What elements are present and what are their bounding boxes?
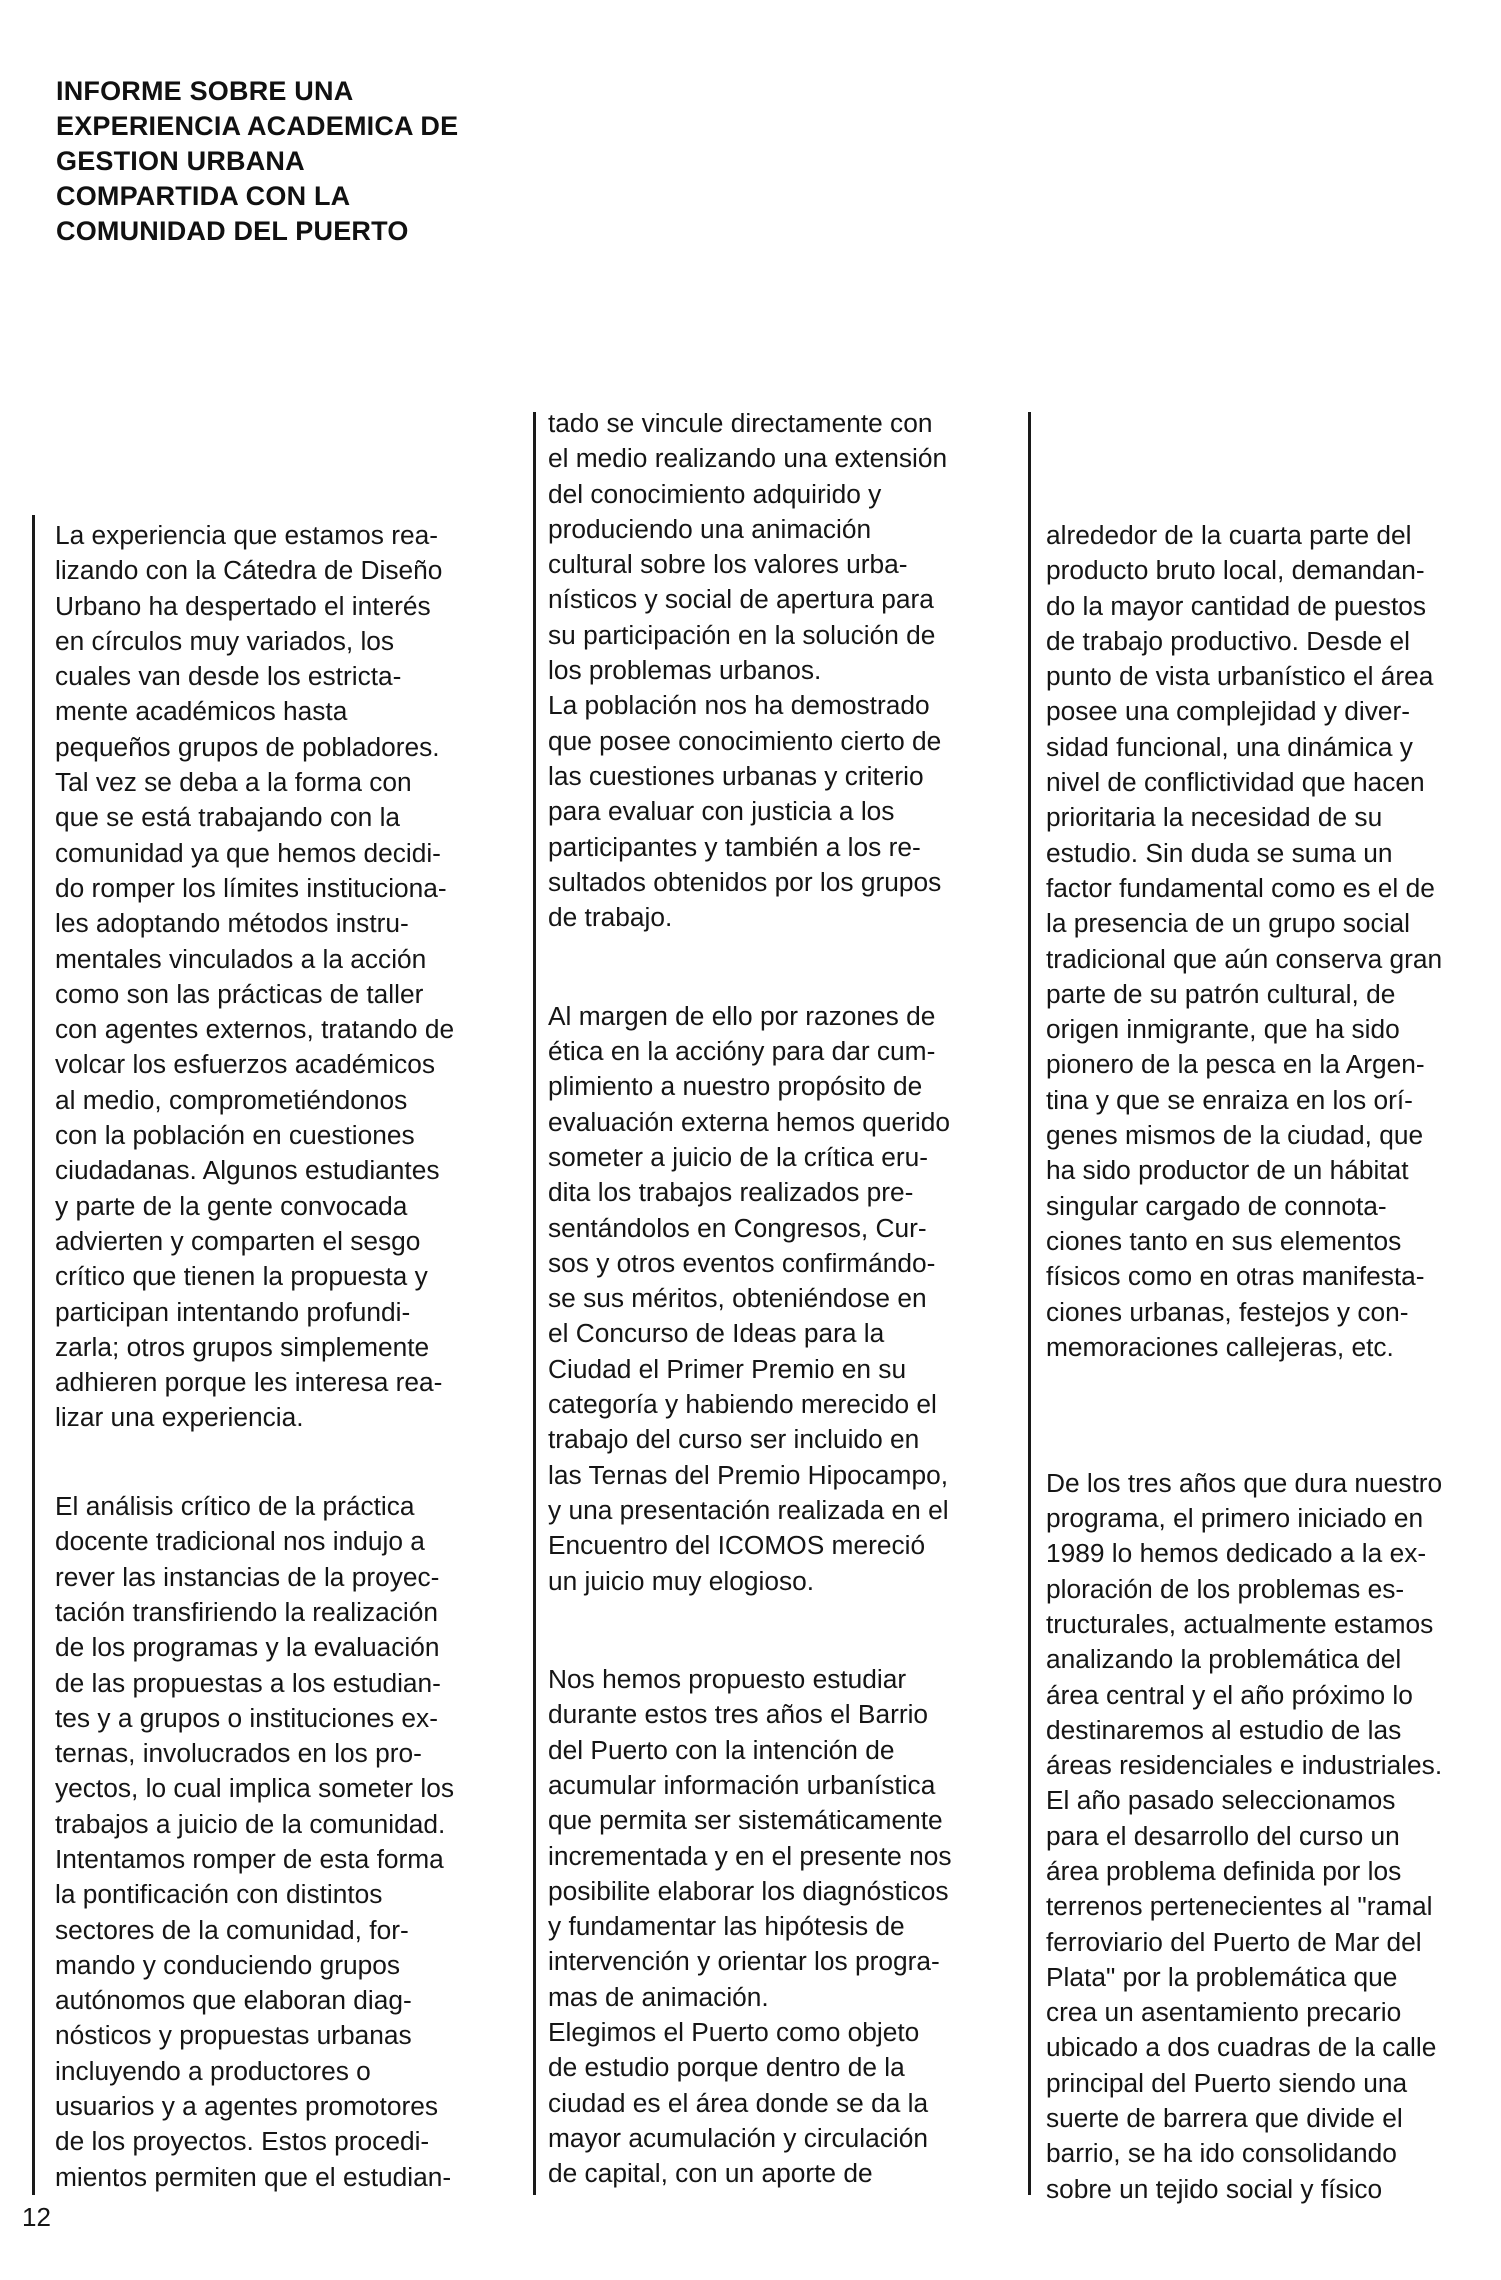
text-line: factor fundamental como es el de [1046, 872, 1435, 903]
column-rule-left [32, 515, 35, 2195]
text-line: analizando la problemática del [1046, 1644, 1402, 1675]
text-line: las Ternas del Premio Hipocampo, [548, 1459, 948, 1490]
text-line: y parte de la gente convocada [55, 1190, 408, 1221]
text-line: punto de vista urbanístico el área [1046, 661, 1434, 692]
text-line: cultural sobre los valores urba- [548, 549, 908, 580]
text-line: La experiencia que estamos rea- [55, 520, 438, 550]
text-line: lizando con la Cátedra de Diseño [55, 555, 443, 586]
text-line: incrementada y en el presente nos [548, 1840, 952, 1871]
text-line: nivel de conflictividad que hacen [1046, 767, 1425, 798]
column-rule-middle [533, 412, 536, 2195]
text-line: tructurales, actualmente estamos [1046, 1608, 1434, 1639]
paragraph [548, 1662, 1018, 2191]
text-line: con agentes externos, tratando de [55, 1014, 455, 1045]
article-title [56, 74, 516, 249]
title-line: GESTION URBANA [56, 146, 305, 176]
text-line: do la mayor cantidad de puestos [1046, 590, 1427, 621]
text-line: como son las prácticas de taller [55, 978, 424, 1009]
text-line: Tal vez se deba a la forma con [55, 767, 412, 798]
text-line: sultados obtenidos por los grupos [548, 866, 942, 897]
text-line: comunidad ya que hemos decidi- [55, 837, 441, 868]
text-line: pionero de la pesca en la Argen- [1046, 1049, 1425, 1080]
text-line: mando y conduciendo grupos [55, 1949, 401, 1980]
text-line: nósticos y propuestas urbanas [55, 2020, 412, 2051]
text-line: evaluación externa hemos querido [548, 1106, 951, 1137]
text-line: tradicional que aún conserva gran [1046, 943, 1443, 974]
text-line: la pontificación con distintos [55, 1879, 383, 1910]
text-line: ética en la accióny para dar cum- [548, 1036, 936, 1067]
text-line: tina y que se enraiza en los orí- [1046, 1084, 1413, 1115]
text-line: rever las instancias de la proyec- [55, 1561, 440, 1592]
text-line: para el desarrollo del curso un [1046, 1820, 1400, 1851]
title-line: INFORME SOBRE UNA [56, 76, 354, 106]
text-line: Plata" por la problemática que [1046, 1961, 1398, 1992]
text-line: sidad funcional, una dinámica y [1046, 731, 1413, 762]
text-line: que permita ser sistemáticamente [548, 1805, 943, 1836]
text-line: participantes y también a los re- [548, 831, 921, 862]
text-line: tes y a grupos o instituciones ex- [55, 1702, 438, 1733]
text-column-3 [1046, 518, 1496, 2207]
text-line: ciones urbanas, festejos y con- [1046, 1296, 1409, 1327]
text-column-1 [55, 518, 525, 2195]
text-line: un juicio muy elogioso. [548, 1565, 815, 1596]
paragraph [1046, 518, 1496, 1365]
page-number: 12 [22, 2202, 51, 2232]
text-line: mente académicos hasta [55, 696, 348, 727]
text-line: mentales vinculados a la acción [55, 943, 427, 974]
text-line: destinaremos al estudio de las [1046, 1714, 1402, 1745]
text-line: sectores de la comunidad, for- [55, 1914, 409, 1945]
text-line: sobre un tejido social y físico [1046, 2173, 1383, 2204]
text-line: Elegimos el Puerto como objeto [548, 2017, 920, 2048]
text-line: con la población en cuestiones [55, 1120, 415, 1151]
text-line: advierten y comparten el sesgo [55, 1225, 421, 1256]
text-line: posibilite elaborar los diagnósticos [548, 1875, 949, 1906]
text-line: de capital, con un aporte de [548, 2158, 873, 2189]
text-line: el medio realizando una extensión [548, 443, 948, 474]
text-line: Nos hemos propuesto estudiar [548, 1664, 907, 1695]
text-line: área problema definida por los [1046, 1855, 1402, 1886]
text-line: la presencia de un grupo social [1046, 908, 1411, 939]
text-line: al medio, comprometiéndonos [55, 1084, 408, 1115]
text-line: les adoptando métodos instru- [55, 908, 409, 939]
text-line: sentándolos en Congresos, Cur- [548, 1212, 927, 1243]
text-line: origen inmigrante, que ha sido [1046, 1014, 1400, 1045]
text-line: trabajos a juicio de la comunidad. [55, 1808, 446, 1839]
text-line: ciudadanas. Algunos estudiantes [55, 1155, 440, 1186]
text-line: principal del Puerto siendo una [1046, 2067, 1408, 2098]
text-line: ciones tanto en sus elementos [1046, 1225, 1402, 1256]
text-line: área central y el año próximo lo [1046, 1679, 1413, 1710]
text-line: trabajo del curso ser incluido en [548, 1424, 920, 1455]
text-line: de los programas y la evaluación [55, 1632, 440, 1663]
text-line: cuales van desde los estricta- [55, 661, 402, 692]
text-line: terrenos pertenecientes al "ramal [1046, 1891, 1433, 1922]
paragraph [1046, 1466, 1496, 2207]
text-line: ubicado a dos cuadras de la calle [1046, 2032, 1437, 2063]
text-line: las cuestiones urbanas y criterio [548, 760, 924, 791]
title-line: EXPERIENCIA ACADEMICA DE [56, 111, 459, 141]
text-line: singular cargado de connota- [1046, 1190, 1387, 1221]
text-line: el Concurso de Ideas para la [548, 1318, 885, 1349]
text-line: crea un asentamiento precario [1046, 1997, 1402, 2028]
text-line: intervención y orientar los progra- [548, 1946, 940, 1977]
text-line: crítico que tienen la propuesta y [55, 1261, 428, 1292]
text-line: acumular información urbanística [548, 1769, 936, 1800]
text-line: 1989 lo hemos dedicado a la ex- [1046, 1538, 1427, 1569]
paragraph [548, 999, 1018, 1599]
text-line: ternas, involucrados en los pro- [55, 1738, 422, 1769]
text-line: de trabajo productivo. Desde el [1046, 625, 1410, 656]
text-line: del Puerto con la intención de [548, 1734, 895, 1765]
text-line: Ciudad el Primer Premio en su [548, 1353, 907, 1384]
text-line: genes mismos de la ciudad, que [1046, 1120, 1424, 1151]
text-line: lizar una experiencia. [55, 1402, 304, 1433]
text-line: que posee conocimiento cierto de [548, 725, 942, 756]
text-line: categoría y habiendo merecido el [548, 1389, 937, 1420]
title-line: COMPARTIDA CON LA [56, 181, 351, 211]
text-line: prioritaria la necesidad de su [1046, 802, 1383, 833]
text-line: zarla; otros grupos simplemente [55, 1331, 430, 1362]
text-line: mientos permiten que el estudian- [55, 2161, 452, 2192]
text-line: do romper los límites instituciona- [55, 872, 447, 903]
text-line: sos y otros eventos confirmándo- [548, 1247, 936, 1278]
text-line: mayor acumulación y circulación [548, 2122, 928, 2153]
text-line: alrededor de la cuarta parte del [1046, 520, 1412, 550]
text-line: parte de su patrón cultural, de [1046, 978, 1396, 1009]
column-rule-right [1028, 412, 1031, 2195]
text-line: dita los trabajos realizados pre- [548, 1177, 914, 1208]
text-line: durante estos tres años el Barrio [548, 1699, 929, 1730]
text-line: memoraciones callejeras, etc. [1046, 1331, 1394, 1362]
text-line: áreas residenciales e industriales. [1046, 1750, 1443, 1781]
text-line: Encuentro del ICOMOS mereció [548, 1530, 926, 1561]
text-line: del conocimiento adquirido y [548, 478, 882, 509]
text-line: y una presentación realizada en el [548, 1494, 949, 1525]
text-line: de las propuestas a los estudian- [55, 1667, 441, 1698]
text-line: El año pasado seleccionamos [1046, 1785, 1396, 1816]
text-line: barrio, se ha ido consolidando [1046, 2138, 1397, 2169]
text-line: físicos como en otras manifesta- [1046, 1261, 1425, 1292]
text-line: Urbano ha despertado el interés [55, 590, 431, 621]
text-line: Al margen de ello por razones de [548, 1000, 936, 1031]
text-line: ferroviario del Puerto de Mar del [1046, 1926, 1422, 1957]
text-line: De los tres años que dura nuestro [1046, 1467, 1443, 1498]
text-line: plimiento a nuestro propósito de [548, 1071, 923, 1102]
text-line: Intentamos romper de esta forma [55, 1843, 444, 1874]
text-line: de trabajo. [548, 902, 673, 933]
text-line: y fundamentar las hipótesis de [548, 1911, 905, 1942]
text-line: El análisis crítico de la práctica [55, 1491, 415, 1522]
text-line: que se está trabajando con la [55, 802, 401, 833]
text-line: para evaluar con justicia a los [548, 796, 895, 827]
text-line: ploración de los problemas es- [1046, 1573, 1405, 1604]
title-line: COMUNIDAD DEL PUERTO [56, 216, 409, 246]
text-line: volcar los esfuerzos académicos [55, 1049, 436, 1080]
text-line: de los proyectos. Estos procedi- [55, 2126, 430, 2157]
text-line: tación transfiriendo la realización [55, 1596, 438, 1627]
text-line: ciudad es el área donde se da la [548, 2087, 929, 2118]
paragraph [55, 518, 525, 1436]
text-line: programa, el primero iniciado en [1046, 1503, 1424, 1534]
text-line: incluyendo a productores o [55, 2055, 371, 2086]
text-line: mas de animación. [548, 1981, 769, 2012]
text-line: de estudio porque dentro de la [548, 2052, 905, 2083]
text-line: pequeños grupos de pobladores. [55, 731, 440, 762]
text-line: en círculos muy variados, los [55, 625, 395, 656]
paragraph [548, 406, 1018, 935]
text-line: estudio. Sin duda se suma un [1046, 837, 1393, 868]
text-line: nísticos y social de apertura para [548, 584, 934, 615]
text-line: tado se vincule directamente con [548, 408, 933, 438]
text-column-2 [548, 406, 1018, 2192]
text-line: se sus méritos, obteniéndose en [548, 1283, 927, 1314]
text-line: yectos, lo cual implica someter los [55, 1773, 454, 1804]
text-line: someter a juicio de la crítica eru- [548, 1141, 928, 1172]
text-line: producto bruto local, demandan- [1046, 555, 1425, 586]
text-line: produciendo una animación [548, 513, 872, 544]
text-line: participan intentando profundi- [55, 1296, 411, 1327]
text-line: ha sido productor de un hábitat [1046, 1155, 1409, 1186]
text-line: adhieren porque les interesa rea- [55, 1367, 443, 1398]
text-line: suerte de barrera que divide el [1046, 2103, 1403, 2134]
text-line: su participación en la solución de [548, 619, 936, 650]
text-line: posee una complejidad y diver- [1046, 696, 1410, 727]
text-line: los problemas urbanos. [548, 655, 822, 686]
text-line: La población nos ha demostrado [548, 690, 930, 721]
text-line: docente tradicional nos indujo a [55, 1526, 425, 1557]
text-line: usuarios y a agentes promotores [55, 2091, 438, 2122]
paragraph [55, 1489, 525, 2195]
text-line: autónomos que elaboran diag- [55, 1985, 412, 2016]
